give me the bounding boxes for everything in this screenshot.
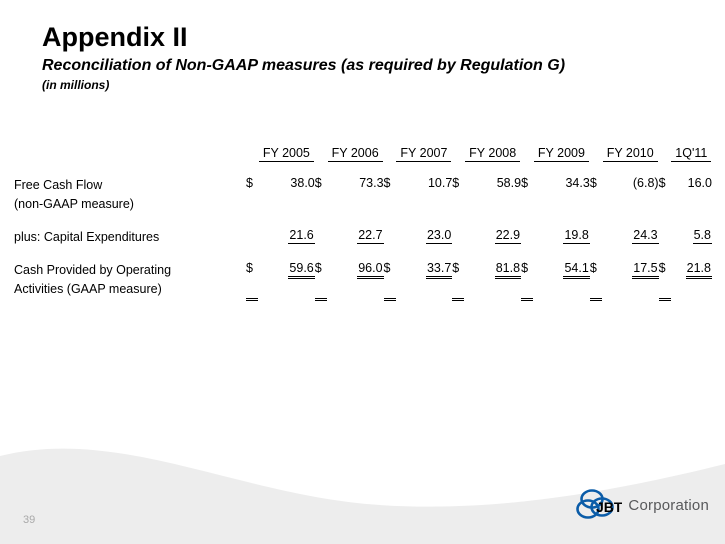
currency-symbol: $ [246, 261, 258, 299]
cell-fcf-fy2006: 73.3 [359, 176, 384, 190]
reconciliation-table [14, 146, 712, 301]
column-header-label: FY 2008 [465, 146, 520, 162]
row-label-line2: (non-GAAP measure) [14, 197, 134, 211]
spacer-cell [14, 162, 712, 176]
cell-value: 22.7 [358, 228, 383, 242]
cell-capex-fy2007 [396, 228, 453, 247]
cell-value: 24.3 [633, 228, 658, 242]
header-currency-3 [384, 146, 396, 162]
cell-cash-fy2010 [602, 261, 659, 299]
cell-value: 33.7 [426, 261, 452, 279]
currency-symbol: $ [659, 261, 671, 299]
page-title: Appendix II [42, 22, 188, 52]
page-subtitle: Reconciliation of Non-GAAP measures (as required by Regulation G) [42, 57, 566, 74]
row-label-line1: Free Cash Flow [14, 178, 103, 192]
cell-capex-fy2008 [464, 228, 521, 247]
column-header-label: FY 2006 [328, 146, 383, 162]
cell-fcf-fy2007: 10.7 [427, 176, 453, 190]
cell-value: 19.8 [564, 228, 589, 242]
cell-cash-fy2007 [396, 261, 453, 299]
column-header-fy2010 [602, 146, 659, 162]
table-row-capital-expenditures [14, 228, 712, 247]
cell-fcf-1q11: 16.0 [687, 176, 712, 190]
cell-fcf-fy2008: 58.9 [496, 176, 522, 190]
column-header-label: 1Q'11 [671, 146, 711, 162]
currency-symbol: $ [384, 261, 396, 299]
column-header-fy2008 [464, 146, 521, 162]
cell-fcf-fy2005: 38.0 [290, 176, 315, 190]
header-currency-7 [659, 146, 671, 162]
cell-value: 81.8 [495, 261, 521, 279]
column-header-fy2009 [533, 146, 590, 162]
cell-cash-fy2008 [464, 261, 521, 299]
header-currency-1 [246, 146, 258, 162]
column-header-1q11 [671, 146, 712, 162]
jbt-logo-mark-icon [576, 488, 622, 522]
spacer-cell [14, 247, 712, 261]
currency-symbol: $ [452, 261, 464, 299]
currency-symbol: $ [246, 176, 253, 190]
cell-value: 54.1 [563, 261, 589, 279]
cell-value: 59.6 [288, 261, 314, 279]
currency-symbol [452, 228, 464, 247]
currency-symbol: $ [452, 176, 460, 190]
row-label-line2: Activities (GAAP measure) [14, 282, 162, 296]
currency-symbol [521, 228, 533, 247]
currency-symbol: $ [383, 176, 391, 190]
currency-symbol [590, 228, 602, 247]
header-currency-5 [521, 146, 533, 162]
jbt-logo [576, 488, 709, 522]
row-label-free-cash-flow [14, 176, 246, 214]
column-header-label: FY 2005 [259, 146, 314, 162]
column-header-fy2007 [396, 146, 453, 162]
column-header-label: FY 2007 [396, 146, 451, 162]
cell-capex-fy2006 [327, 228, 384, 247]
currency-symbol [246, 228, 258, 247]
page-number: 39 [23, 514, 36, 526]
header-currency-6 [590, 146, 602, 162]
currency-symbol: $ [314, 176, 322, 190]
currency-symbol: $ [521, 261, 533, 299]
cell-capex-1q11 [671, 228, 712, 247]
cell-value: 96.0 [357, 261, 383, 279]
cell-capex-fy2005 [258, 228, 315, 247]
row-label-cash-provided [14, 261, 246, 299]
column-header-label: FY 2009 [534, 146, 589, 162]
header-currency-2 [315, 146, 327, 162]
units-note: (in millions) [42, 78, 110, 92]
cell-cash-fy2009 [533, 261, 590, 299]
cell-value: 22.9 [495, 228, 521, 242]
row-label-capital-expenditures [14, 228, 246, 247]
table-row-cash-provided [14, 261, 712, 299]
row-label-line1: plus: Capital Expenditures [14, 230, 160, 244]
cell-value: 17.5 [632, 261, 658, 279]
currency-symbol: $ [315, 261, 327, 299]
currency-symbol [384, 228, 396, 247]
spacer-row [14, 162, 712, 176]
cell-fcf-fy2010: (6.8) [632, 176, 659, 190]
cell-cash-fy2006 [327, 261, 384, 299]
cell-cash-1q11 [671, 261, 712, 299]
header-currency-4 [452, 146, 464, 162]
currency-symbol: $ [658, 176, 666, 190]
currency-symbol: $ [590, 261, 602, 299]
header-blank [14, 146, 246, 162]
decorative-wave [0, 404, 725, 544]
cell-cash-fy2005 [258, 261, 315, 299]
spacer-cell [14, 214, 712, 228]
table-header-row [14, 146, 712, 162]
currency-symbol: $ [589, 176, 597, 190]
table-row-free-cash-flow [14, 176, 712, 214]
spacer-row [14, 214, 712, 228]
cell-capex-fy2010 [602, 228, 659, 247]
cell-capex-fy2009 [533, 228, 590, 247]
cell-value: 5.8 [693, 228, 711, 242]
cell-value: 21.8 [686, 261, 712, 279]
cell-value: 23.0 [426, 228, 452, 242]
column-header-label: FY 2010 [603, 146, 658, 162]
spacer-row [14, 247, 712, 261]
jbt-logo-mark-text: JBT [596, 499, 623, 515]
column-header-fy2006 [327, 146, 384, 162]
currency-symbol [315, 228, 327, 247]
cell-fcf-fy2009: 34.3 [565, 176, 590, 190]
column-header-fy2005 [258, 146, 315, 162]
cell-value: 21.6 [289, 228, 314, 242]
jbt-logo-text: Corporation [628, 496, 709, 514]
row-label-line1: Cash Provided by Operating [14, 263, 172, 277]
currency-symbol [659, 228, 671, 247]
currency-symbol: $ [521, 176, 529, 190]
